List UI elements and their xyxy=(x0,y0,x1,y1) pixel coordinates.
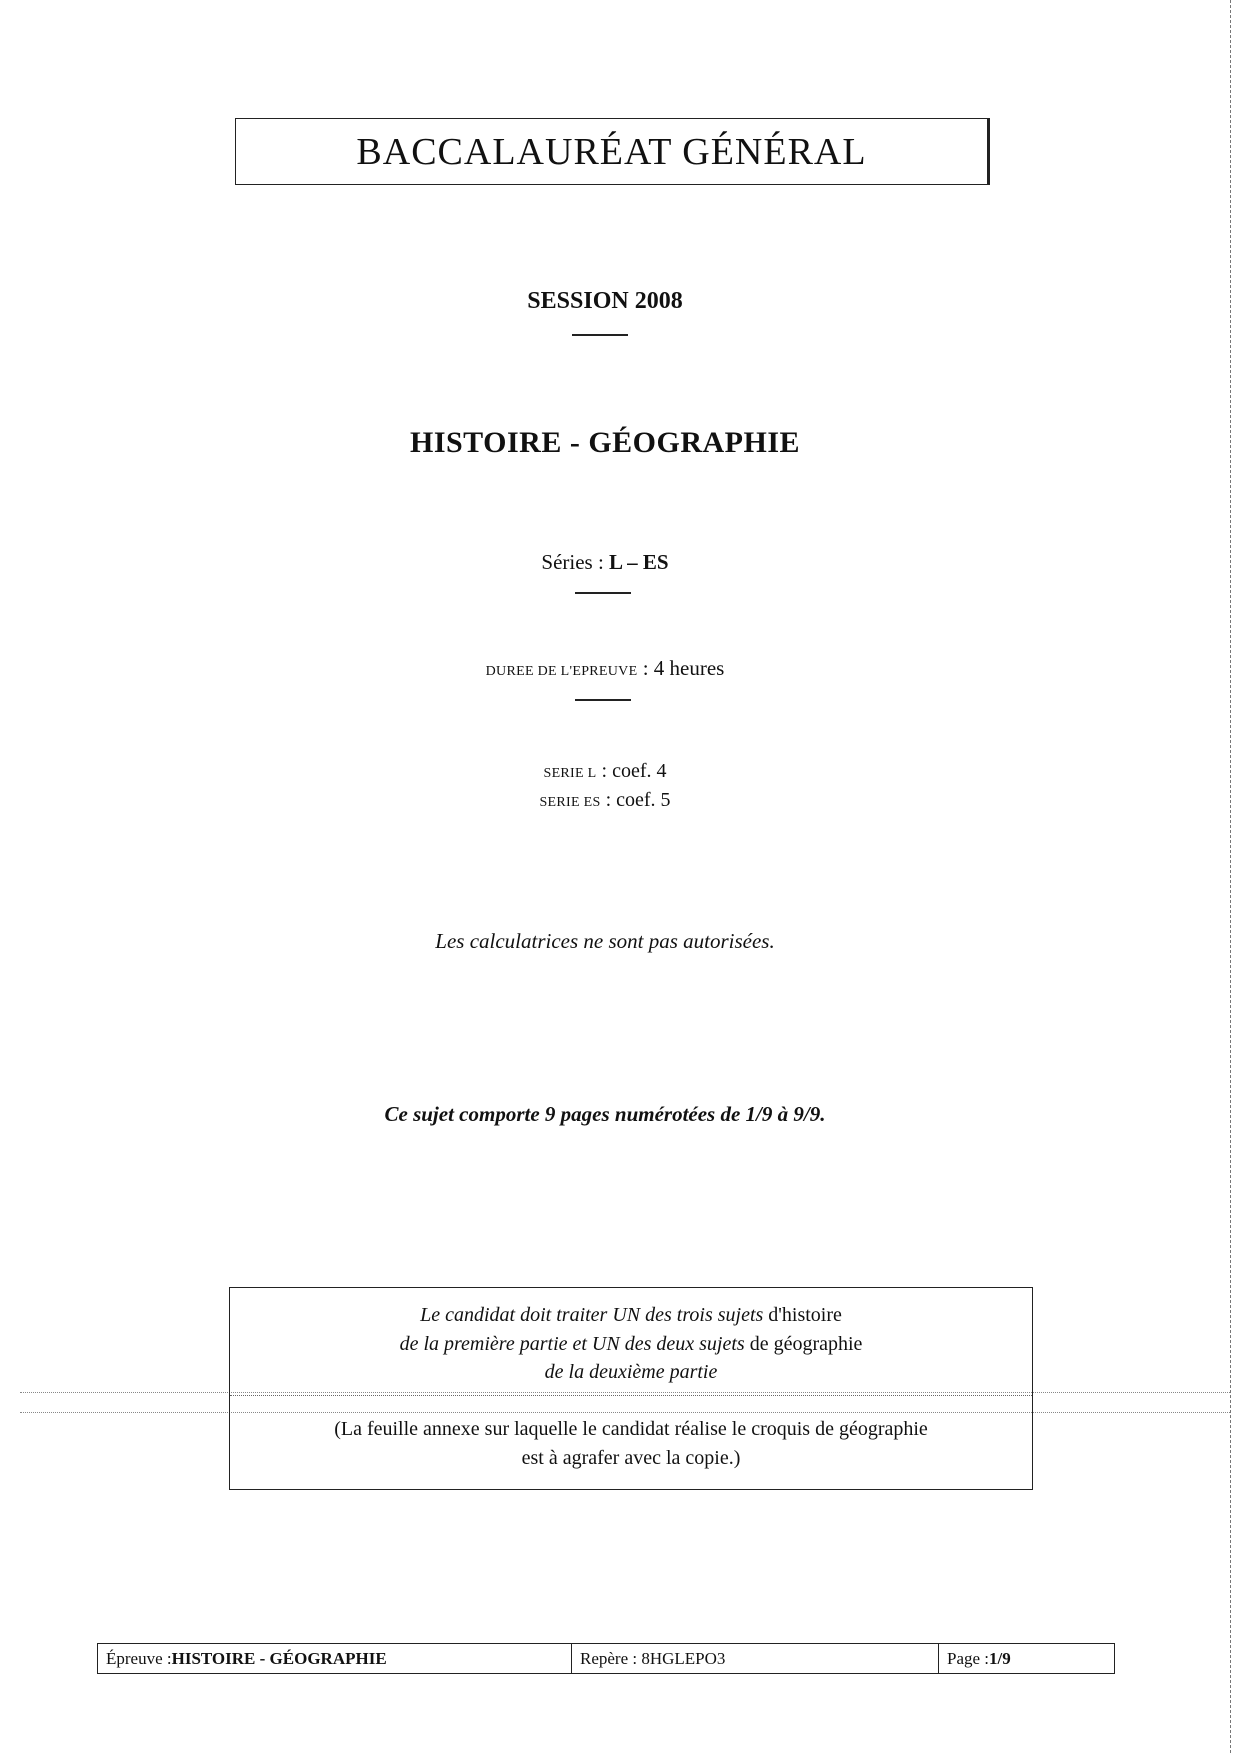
footer-repere-cell xyxy=(571,1644,938,1673)
instructions-line-1-rest: d'histoire xyxy=(763,1304,842,1326)
duration-line xyxy=(0,656,1210,681)
instructions-line-1 xyxy=(230,1304,1032,1327)
duration-value: : 4 heures xyxy=(637,656,725,680)
coef-es-value: : coef. 5 xyxy=(600,789,671,811)
instructions-line-1-italic: Le candidat doit traiter UN des trois sujets xyxy=(420,1304,764,1326)
page-edge-scan-line xyxy=(1230,0,1231,1753)
footer-repere: Repère : 8HGLEPO3 xyxy=(580,1648,726,1668)
footer-epreuve-cell xyxy=(98,1644,571,1673)
annex-note-line-2: est à agrafer avec la copie.) xyxy=(521,1447,741,1469)
series-label: Séries : xyxy=(541,550,610,574)
duration-label: DUREE DE L'EPREUVE xyxy=(485,664,638,679)
coef-l-label: SERIE L xyxy=(543,766,597,781)
coef-l-value: : coef. 4 xyxy=(596,760,667,782)
session-rule xyxy=(572,334,628,336)
pages-note: Ce sujet comporte 9 pages numérotées de 1/9 à 9/9. xyxy=(384,1102,826,1126)
footer-table xyxy=(97,1643,1115,1674)
footer-page-cell xyxy=(938,1644,1114,1673)
coef-es-label: SERIE ES xyxy=(539,795,601,810)
session-heading: SESSION 2008 xyxy=(527,288,683,314)
document-title: BACCALAURÉAT GÉNÉRAL xyxy=(356,130,867,173)
annex-note-line-1: (La feuille annexe sur laquelle le candidat réalise le croquis de géographie xyxy=(334,1418,928,1440)
footer-page-value: 1/9 xyxy=(989,1648,1011,1668)
footer-epreuve-value: HISTOIRE - GÉOGRAPHIE xyxy=(171,1648,387,1668)
instructions-line-2-rest: de géographie xyxy=(744,1333,863,1355)
subject-heading: HISTOIRE - GÉOGRAPHIE xyxy=(409,426,801,459)
footer-epreuve-label: Épreuve : xyxy=(106,1648,172,1668)
instructions-line-2-italic: de la première partie et UN des deux sujets xyxy=(399,1333,745,1355)
title-box xyxy=(235,118,990,185)
instructions-line-3-italic: de la deuxième partie xyxy=(544,1361,718,1383)
series-value: L – ES xyxy=(609,550,669,574)
calculators-note: Les calculatrices ne sont pas autorisées. xyxy=(435,929,775,953)
instructions-divider xyxy=(230,1395,1032,1396)
duration-rule xyxy=(575,699,631,701)
series-rule xyxy=(575,592,631,594)
coef-l-line xyxy=(0,760,1210,783)
instructions-line-2 xyxy=(230,1333,1032,1356)
coef-es-line xyxy=(0,789,1210,812)
instructions-box xyxy=(229,1287,1033,1490)
footer-page-label: Page : xyxy=(947,1648,990,1668)
series-line xyxy=(0,550,1210,575)
instructions-line-3 xyxy=(230,1361,1032,1384)
